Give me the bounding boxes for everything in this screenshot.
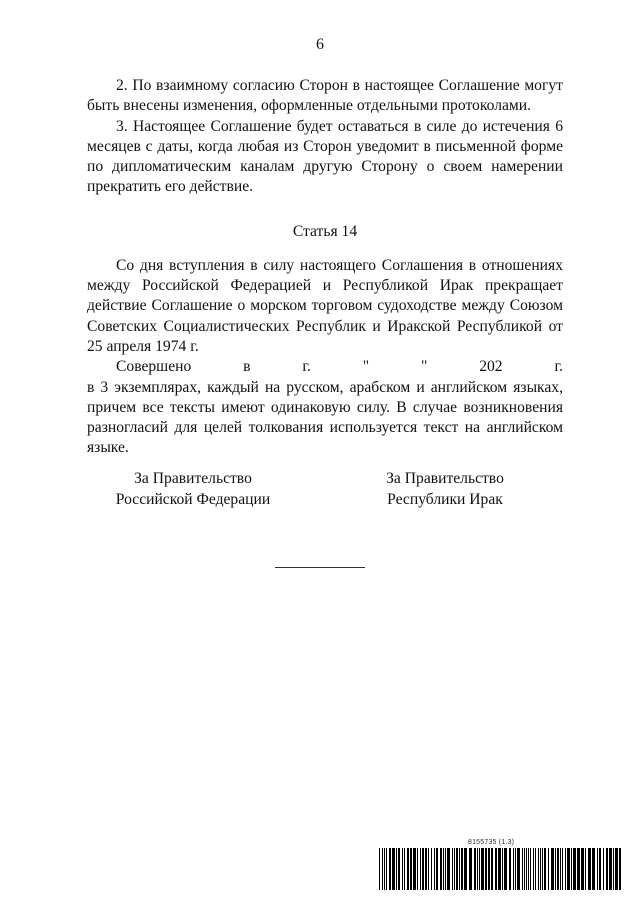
article-14-title: Статья 14 (292, 222, 358, 240)
document-body (87, 76, 563, 459)
page-number: 6 (316, 36, 324, 53)
signature-iraq (370, 469, 520, 510)
paragraph-3: 3. Настоящее Соглашение будет оставаться в силе до истечения 6 месяцев с даты, когда любая из Сторон уведомит в письменной форме по дипломатическим каналам другую Сторону о своем намерении прекратить его действие. (87, 117, 563, 196)
signed-copies-paragraph: в 3 экземплярах, каждый на русском, арабском и английском языках, причем все тексты имеют одинаковую силу. В случае возникновения разногласий для целей толкования используется текст на английском языке. (87, 378, 563, 457)
signature-iraq-line2: Республики Ирак (387, 490, 503, 508)
paragraph-2: 2. По взаимному согласию Сторон в настоящее Соглашение могут быть внесены изменения, оформленные отдельными протоколами. (87, 77, 563, 115)
signature-russia (108, 469, 278, 510)
article-14-body: Со дня вступления в силу настоящего Соглашения в отношениях между Российской Федерацией и Республикой Ирак прекращает действие Соглашение о морском торговом судоходстве между Союзом Советских Социалистических Республик и Иракской Республикой от 25 апреля 1974 г. (87, 256, 563, 355)
signature-russia-line2: Российской Федерации (115, 490, 271, 508)
signature-russia-line1: За Правительство (134, 470, 252, 487)
barcode-icon (378, 848, 622, 890)
signed-place-date-line: Совершено в г. " " 202 г. (116, 358, 563, 376)
end-divider (275, 567, 365, 568)
signature-iraq-line1: За Правительство (386, 470, 504, 487)
document-code: 8155735 (1.3) (468, 839, 515, 846)
